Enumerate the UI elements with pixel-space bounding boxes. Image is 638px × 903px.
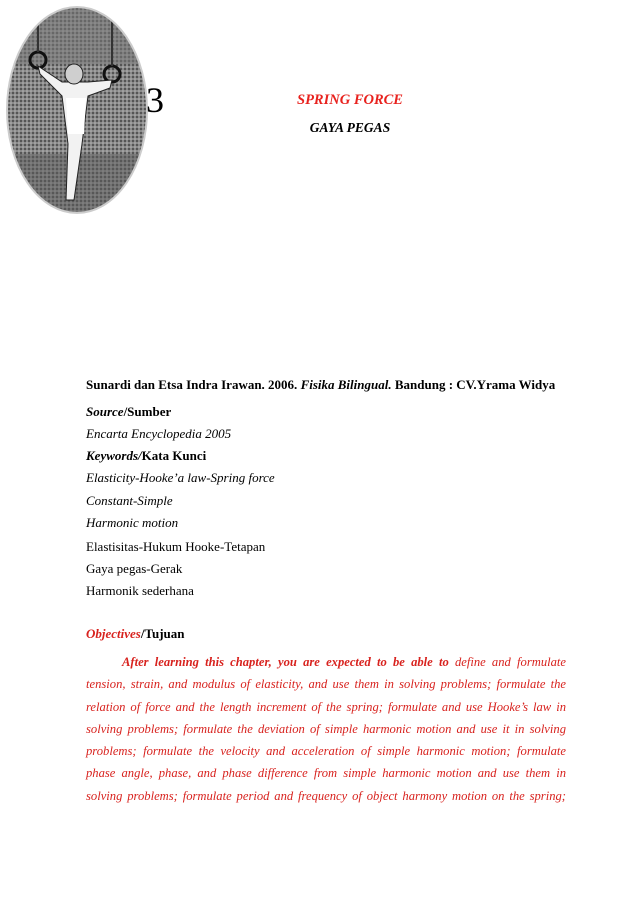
keywords-heading: [86, 447, 566, 465]
objectives-line-1-rest: define and formulate: [454, 655, 566, 669]
gymnast-photo: [4, 4, 150, 216]
citation-publisher: Bandung : CV.Yrama Widya: [394, 377, 556, 392]
objectives-line-1: [86, 651, 566, 673]
objectives-label-id: /Tujuan: [140, 626, 185, 641]
citation-book: Fisika Bilingual.: [300, 377, 392, 392]
objectives-line-7: solving problems; formulate period and frequency of object harmony motion on the spring;: [86, 788, 566, 803]
objectives-line-2: tension, strain, and modulus of elasticity, and use them in solving problems; formulate the: [86, 677, 566, 692]
citation: [86, 376, 566, 394]
chapter-title: SPRING FORCE: [297, 92, 403, 108]
chapter-number: 3: [146, 80, 164, 120]
source-heading: [86, 403, 566, 421]
source-label-en: Source: [86, 404, 124, 419]
keyword-en-2: Constant-Simple: [86, 493, 173, 508]
chapter-subtitle: GAYA PEGAS: [309, 120, 391, 135]
objectives-line-5: problems; formulate the velocity and acceleration of simple harmonic motion; formulate: [86, 744, 566, 759]
keywords-label-id: Kata Kunci: [141, 448, 207, 463]
citation-authors: Sunardi dan Etsa Indra Irawan. 2006.: [86, 377, 298, 392]
keyword-id-1: Elastisitas-Hukum Hooke-Tetapan: [86, 539, 266, 554]
objectives-line-3: relation of force and the length increment of the spring; formulate and use Hooke’s law in: [86, 699, 566, 714]
source-value: Encarta Encyclopedia 2005: [86, 426, 232, 441]
objectives-lead: After learning this chapter, you are expected to be able to: [122, 655, 449, 669]
keyword-en-1: Elasticity-Hooke’a law-Spring force: [86, 470, 275, 485]
keyword-id-2: Gaya pegas-Gerak: [86, 561, 183, 576]
keywords-label-en: Keywords/: [86, 448, 142, 463]
objectives-heading: [86, 625, 184, 643]
objectives-paragraph: [86, 651, 566, 807]
objectives-line-6: phase angle, phase, and phase difference from simple harmonic motion and use them in: [86, 766, 566, 781]
objectives-line-4: solving problems; formulate the deviation of simple harmonic motion and use it in solving: [86, 721, 566, 736]
source-label-id: /Sumber: [123, 404, 172, 419]
keyword-id-3: Harmonik sederhana: [86, 583, 194, 598]
keyword-en-3: Harmonic motion: [86, 515, 179, 530]
objectives-label-en: Objectives: [86, 626, 141, 641]
